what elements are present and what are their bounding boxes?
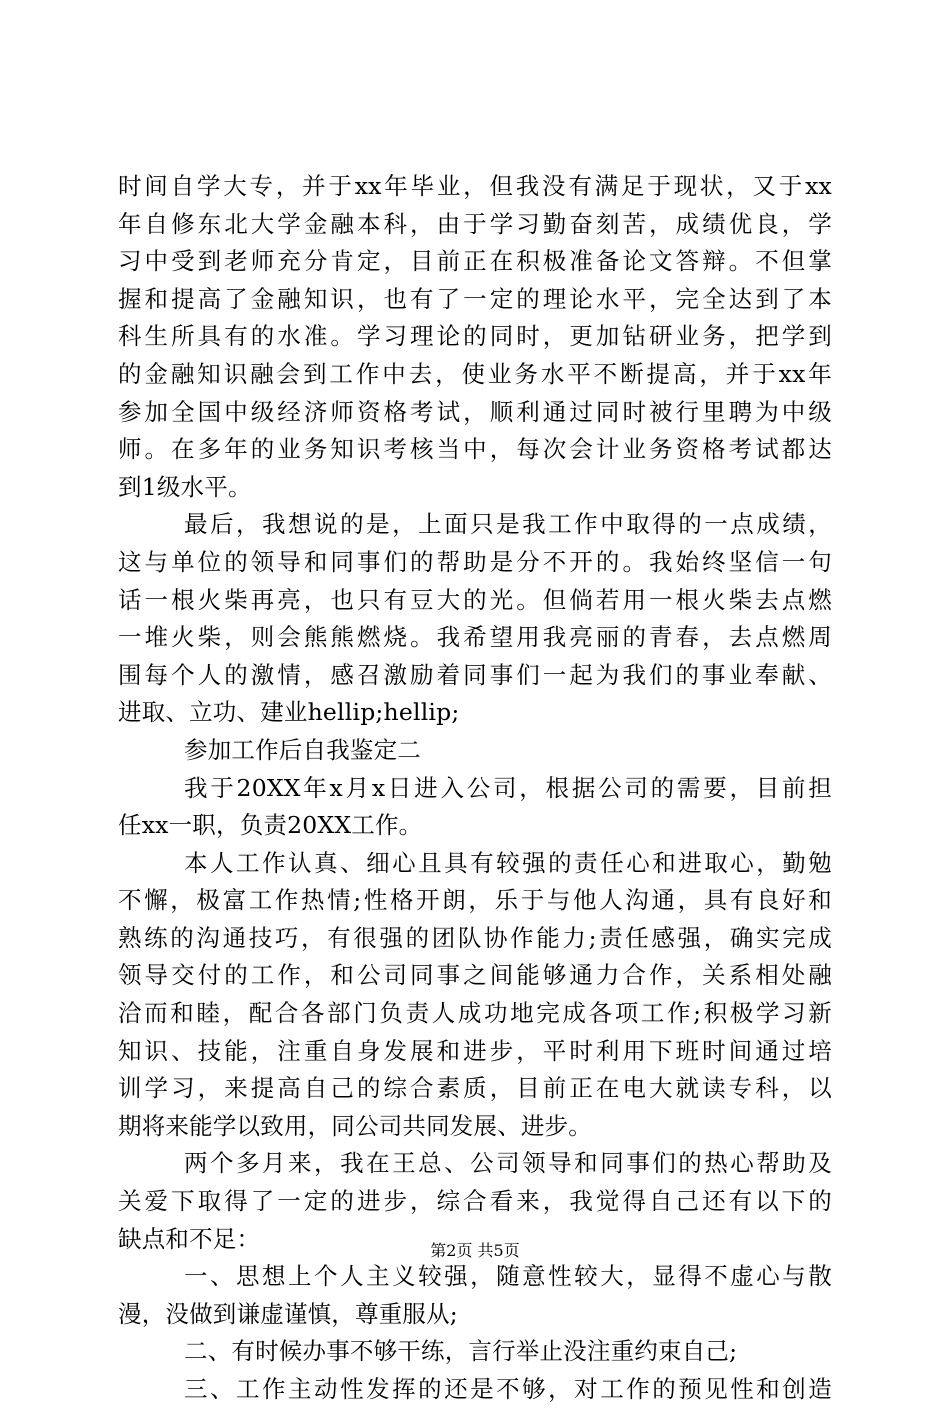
text-line: 期将来能学以致用，同公司共同发展、进步。 <box>118 1111 592 1140</box>
document-body <box>118 168 832 1409</box>
text-line: 参加全国中级经济师资格考试，顺利通过同时被行里聘为中级 <box>118 397 832 426</box>
text-line: 两个多月来，我在王总、公司领导和同事们的热心帮助及 <box>184 1149 832 1178</box>
text-line: 一、思想上个人主义较强，随意性较大，显得不虚心与散 <box>184 1262 832 1291</box>
text-line: 一堆火柴，则会熊熊燃烧。我希望用我亮丽的青春，去点燃周 <box>118 623 832 652</box>
text-line: 任xx一职，负责20XX工作。 <box>118 811 423 840</box>
text-line: 我于20XX年x月x日进入公司，根据公司的需要，目前担 <box>184 773 832 802</box>
page-footer: 第2页 共5页 <box>430 1241 520 1260</box>
text-line: 围每个人的激情，感召激励着同事们一起为我们的事业奉献、 <box>118 660 832 689</box>
text-line: 最后，我想说的是，上面只是我工作中取得的一点成绩， <box>184 510 832 539</box>
text-line: 进取、立功、建业hellip;hellip; <box>118 698 460 727</box>
text-line: 三、工作主动性发挥的还是不够，对工作的预见性和创造 <box>184 1375 832 1403</box>
text-line: 科生所具有的水准。学习理论的同时，更加钻研业务，把学到 <box>118 322 832 351</box>
text-line: 缺点和不足： <box>118 1224 261 1253</box>
text-line: 习中受到老师充分肯定，目前正在积极准备论文答辩。不但掌 <box>118 247 832 276</box>
text-line: 话一根火柴再亮，也只有豆大的光。但倘若用一根火柴去点燃 <box>118 585 832 614</box>
text-line: 领导交付的工作，和公司同事之间能够通力合作，关系相处融 <box>118 961 832 990</box>
text-line: 训学习，来提高自己的综合素质，目前正在电大就读专科，以 <box>118 1074 832 1103</box>
text-line: 参加工作后自我鉴定二 <box>184 735 421 764</box>
text-line: 洽而和睦，配合各部门负责人成功地完成各项工作;积极学习新 <box>118 999 832 1028</box>
text-line: 知识、技能，注重自身发展和进步，平时利用下班时间通过培 <box>118 1036 832 1065</box>
text-line: 不懈，极富工作热情;性格开朗，乐于与他人沟通，具有良好和 <box>118 886 832 915</box>
text-line: 这与单位的领导和同事们的帮助是分不开的。我始终坚信一句 <box>118 547 832 576</box>
text-line: 到1级水平。 <box>118 472 252 501</box>
text-line: 师。在多年的业务知识考核当中，每次会计业务资格考试都达 <box>118 435 832 464</box>
text-line: 时间自学大专，并于xx年毕业，但我没有满足于现状，又于xx <box>118 172 832 200</box>
text-line: 熟练的沟通技巧，有很强的团队协作能力;责任感强，确实完成 <box>118 923 832 952</box>
text-line: 本人工作认真、细心且具有较强的责任心和进取心，勤勉 <box>184 848 832 877</box>
text-line: 关爱下取得了一定的进步，综合看来，我觉得自己还有以下的 <box>118 1187 832 1216</box>
text-line: 的金融知识融会到工作中去，使业务水平不断提高，并于xx年 <box>118 359 832 388</box>
text-line: 握和提高了金融知识，也有了一定的理论水平，完全达到了本 <box>118 284 832 313</box>
text-line: 二、有时候办事不够干练，言行举止没注重约束自己; <box>184 1337 738 1366</box>
text-line: 漫，没做到谦虚谨慎，尊重服从; <box>118 1299 458 1328</box>
text-line: 年自修东北大学金融本科，由于学习勤奋刻苦，成绩优良，学 <box>118 209 832 238</box>
